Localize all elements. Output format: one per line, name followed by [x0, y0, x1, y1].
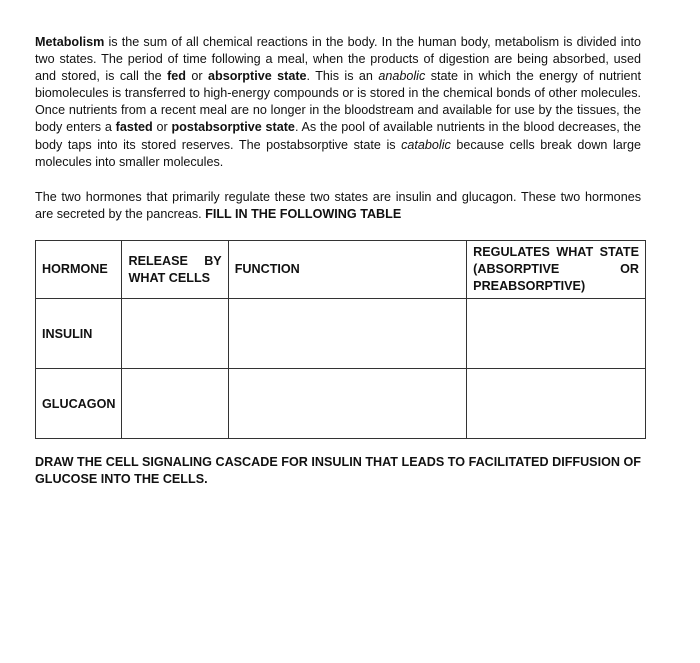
- term-metabolism: Metabolism: [35, 35, 105, 49]
- hormones-text: The two hormones that primarily regulate these two states are insulin and glucagon. These two hormones are secreted by the pancreas.: [35, 189, 641, 221]
- table-row-glucagon: [36, 369, 646, 439]
- cell-glucagon-regulates[interactable]: [467, 369, 646, 439]
- fill-table-instruction: FILL IN THE FOLLOWING TABLE: [205, 206, 402, 221]
- header-regulates-line3: PREABSORPTIVE): [473, 279, 586, 293]
- cell-glucagon-function[interactable]: [228, 369, 466, 439]
- hormones-paragraph: [35, 189, 641, 223]
- cell-glucagon-release[interactable]: [122, 369, 228, 439]
- intro-text-7: because cells break down large molecules into smaller molecules.: [35, 137, 641, 169]
- header-release-by-what-cells: [122, 241, 228, 299]
- term-absorptive-state: absorptive state: [208, 69, 307, 84]
- header-release-line1: RELEASE BY: [128, 253, 222, 268]
- cell-hormone-insulin: INSULIN: [36, 299, 122, 369]
- intro-text-6: . As the pool of available nutrients in the blood decreases, the body taps into its stored reserves. The postabsorptive state is: [35, 120, 642, 152]
- header-hormone: HORMONE: [36, 241, 122, 299]
- header-regulates-line1: REGULATES WHAT STATE: [473, 245, 639, 259]
- intro-text-3: . This is an: [306, 69, 379, 84]
- hormone-table: [35, 240, 646, 439]
- cell-insulin-function[interactable]: [228, 299, 466, 369]
- intro-text-2: or: [185, 69, 209, 84]
- intro-text-4: state in which the energy of nutrient biomolecules is transferred to high-energy compounds or is stored in the chemical bonds of other molecules. Once nutrients from a recent meal are no longer in the bloodstream and available for use by the tissues, the body enters a: [35, 69, 642, 135]
- intro-text-1: is the sum of all chemical reactions in the body. In the human body, metabolism is divided into two states. The period of time following a meal, when the products of digestion are being absorbed, used and stored, is call the: [35, 35, 641, 84]
- term-fasted: fasted: [115, 120, 153, 135]
- intro-text-5: or: [152, 120, 172, 135]
- cell-insulin-regulates[interactable]: [467, 299, 646, 369]
- header-function: FUNCTION: [228, 241, 466, 299]
- header-release-line2: WHAT CELLS: [128, 270, 211, 285]
- term-catabolic: catabolic: [401, 137, 451, 152]
- intro-paragraph: [35, 34, 641, 171]
- worksheet-page: [35, 34, 642, 486]
- table-row-insulin: [36, 299, 646, 369]
- term-anabolic: anabolic: [378, 69, 426, 84]
- cell-insulin-release[interactable]: [122, 299, 228, 369]
- cell-hormone-glucagon: GLUCAGON: [36, 369, 122, 439]
- header-regulates-line2: (ABSORPTIVE OR: [473, 262, 639, 276]
- term-fed: fed: [167, 69, 186, 84]
- header-regulates-state: [467, 241, 646, 299]
- term-postabsorptive-state: postabsorptive state: [171, 120, 295, 135]
- draw-cascade-instruction: DRAW THE CELL SIGNALING CASCADE FOR INSULIN THAT LEADS TO FACILITATED DIFFUSION OF GLUCOSE INTO THE CELLS.: [35, 455, 641, 486]
- table-header-row: [36, 241, 646, 299]
